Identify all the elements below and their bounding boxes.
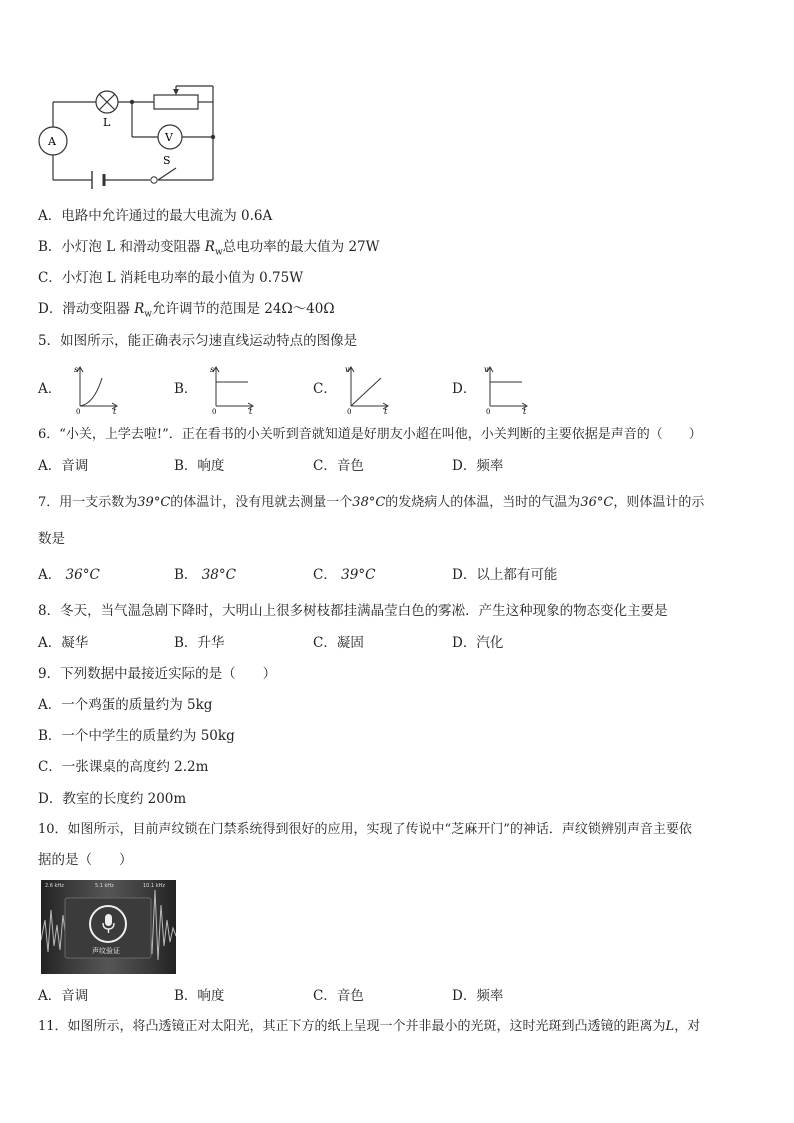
stem-text: ，对 <box>674 1019 701 1034</box>
q7-option-d <box>452 566 557 584</box>
q5-stem: 5．如图所示，能正确表示匀速直线运动特点的图像是 <box>38 333 358 349</box>
stem-text: 的发烧病人的体温，当时的气温为 <box>385 495 581 510</box>
x-axis-label: t <box>249 407 253 414</box>
ammeter-label: A <box>48 135 56 148</box>
q9-stem: 9．下列数据中最接近实际的是（ ） <box>38 666 277 682</box>
temperature-value: 38°C <box>352 495 386 510</box>
q8-option-c: C．凝固 <box>313 635 364 651</box>
origin-label: 0 <box>347 408 352 414</box>
origin-label: 0 <box>212 408 217 414</box>
option-label: C． <box>313 567 337 583</box>
voiceprint-lock-image <box>41 880 176 974</box>
y-axis-label: v <box>345 365 350 374</box>
q6-option-c: C．音色 <box>313 458 364 474</box>
q7-stem-line1 <box>38 494 704 512</box>
q4-option-d <box>38 300 335 324</box>
option-text: 滑动变阻器 <box>62 301 130 317</box>
x-axis-label: t <box>113 407 117 414</box>
q5-option-d-label: D． <box>452 381 477 397</box>
q4-option-c <box>38 269 303 287</box>
option-label: D． <box>38 301 63 317</box>
q4-option-a <box>38 207 272 225</box>
q10-option-d: D．频率 <box>452 988 504 1004</box>
q9-option-b: B．一个中学生的质量约为 50kg <box>38 728 235 744</box>
resistance-symbol: R <box>134 301 145 317</box>
q10-option-c: C．音色 <box>313 988 364 1004</box>
q7-option-c <box>313 566 375 584</box>
option-text: 电路中允许通过的最大电流为 0.6A <box>61 208 273 224</box>
graph-b-constant-st <box>208 362 258 414</box>
option-label: A． <box>38 567 62 583</box>
temperature-value: 36°C <box>580 495 614 510</box>
option-text: 小灯泡 L 和滑动变阻器 <box>61 239 201 255</box>
stem-text: ，则体温计的示 <box>613 495 705 510</box>
stem-text: 7．用一支示数为 <box>38 495 138 510</box>
stem-text: 的体温计，没有甩就去测量一个 <box>170 495 353 510</box>
switch-label: S <box>163 154 171 167</box>
q10-stem-line2: 据的是（ ） <box>38 852 133 868</box>
lamp-label: L <box>103 116 111 129</box>
graph-a-accelerating-st <box>72 362 122 414</box>
option-text: 总电功率的最大值为 27W <box>222 239 380 255</box>
option-label: D． <box>452 567 477 583</box>
option-value: 38°C <box>201 567 236 583</box>
q10-option-a: A．音调 <box>38 988 89 1004</box>
q10-option-b: B．响度 <box>174 988 225 1004</box>
x-axis-label: t <box>384 407 388 414</box>
voiceprint-caption: 声纹验证 <box>92 947 120 955</box>
q6-option-a: A．音调 <box>38 458 89 474</box>
option-label: A． <box>38 208 62 224</box>
resistance-subscript: w <box>144 309 153 320</box>
q8-option-b: B．升华 <box>174 635 225 651</box>
x-axis-label: t <box>523 407 527 414</box>
distance-variable: L <box>665 1019 675 1034</box>
temperature-value: 39°C <box>137 495 171 510</box>
q11-stem <box>38 1018 700 1036</box>
freq-label-3: 10.1 kHz <box>143 883 166 889</box>
stem-text: 11．如图所示，将凸透镜正对太阳光，其正下方的纸上呈现一个并非最小的光斑，这时光斑到凸透镜的距离为 <box>38 1019 666 1034</box>
q9-option-a: A．一个鸡蛋的质量约为 5kg <box>38 697 213 713</box>
q5-option-a-label: A． <box>38 381 62 397</box>
q7-option-a <box>38 566 100 584</box>
option-text: 小灯泡 L 消耗电功率的最小值为 0.75W <box>61 270 304 286</box>
option-label: B． <box>174 567 198 583</box>
q10-stem-line1: 10．如图所示，目前声纹锁在门禁系统得到很好的应用，实现了传说中“芝麻开门”的神话．声纹锁辨别声音主要依 <box>38 822 692 837</box>
resistance-symbol: R <box>204 239 215 255</box>
q6-option-b: B．响度 <box>174 458 225 474</box>
microphone-icon <box>101 913 116 935</box>
option-label: C． <box>38 270 62 286</box>
q5-option-b-label: B． <box>174 381 198 397</box>
option-label: B． <box>38 239 62 255</box>
q8-option-d: D．汽化 <box>452 635 504 651</box>
freq-label-1: 2.6 kHz <box>45 883 64 889</box>
option-value: 39°C <box>341 567 376 583</box>
q9-option-c: C．一张课桌的高度约 2.2m <box>38 759 209 775</box>
q6-stem: 6．“小关，上学去啦!”．正在看书的小关听到音就知道是好朋友小超在叫他，小关判断的主要依据是声音的（ ） <box>38 427 702 442</box>
q5-option-c-label: C． <box>313 381 337 397</box>
graph-d-constant-vt <box>482 362 532 414</box>
y-axis-label: s <box>74 365 79 374</box>
option-value: 以上都有可能 <box>476 567 558 583</box>
option-text: 允许调节的范围是 24Ω～40Ω <box>152 301 335 317</box>
freq-label-2: 5.1 kHz <box>95 883 114 889</box>
q4-option-b <box>38 238 380 262</box>
circuit-diagram <box>36 80 226 190</box>
q7-option-b <box>174 566 236 584</box>
q9-option-d: D．教室的长度约 200m <box>38 791 187 807</box>
q8-stem: 8．冬天，当气温急剧下降时，大明山上很多树枝都挂满晶莹白色的雾凇．产生这种现象的物态变化主要是 <box>38 603 668 619</box>
q8-option-a: A．凝华 <box>38 635 89 651</box>
graph-c-linear-vt <box>343 362 393 414</box>
origin-label: 0 <box>76 408 81 414</box>
resistance-subscript: w <box>214 247 223 258</box>
q6-option-d: D．频率 <box>452 458 504 474</box>
origin-label: 0 <box>486 408 491 414</box>
option-value: 36°C <box>65 567 100 583</box>
y-axis-label: v <box>484 365 489 374</box>
voltmeter-label: V <box>165 131 173 144</box>
q7-stem-line2: 数是 <box>38 531 65 547</box>
y-axis-label: s <box>210 365 215 374</box>
